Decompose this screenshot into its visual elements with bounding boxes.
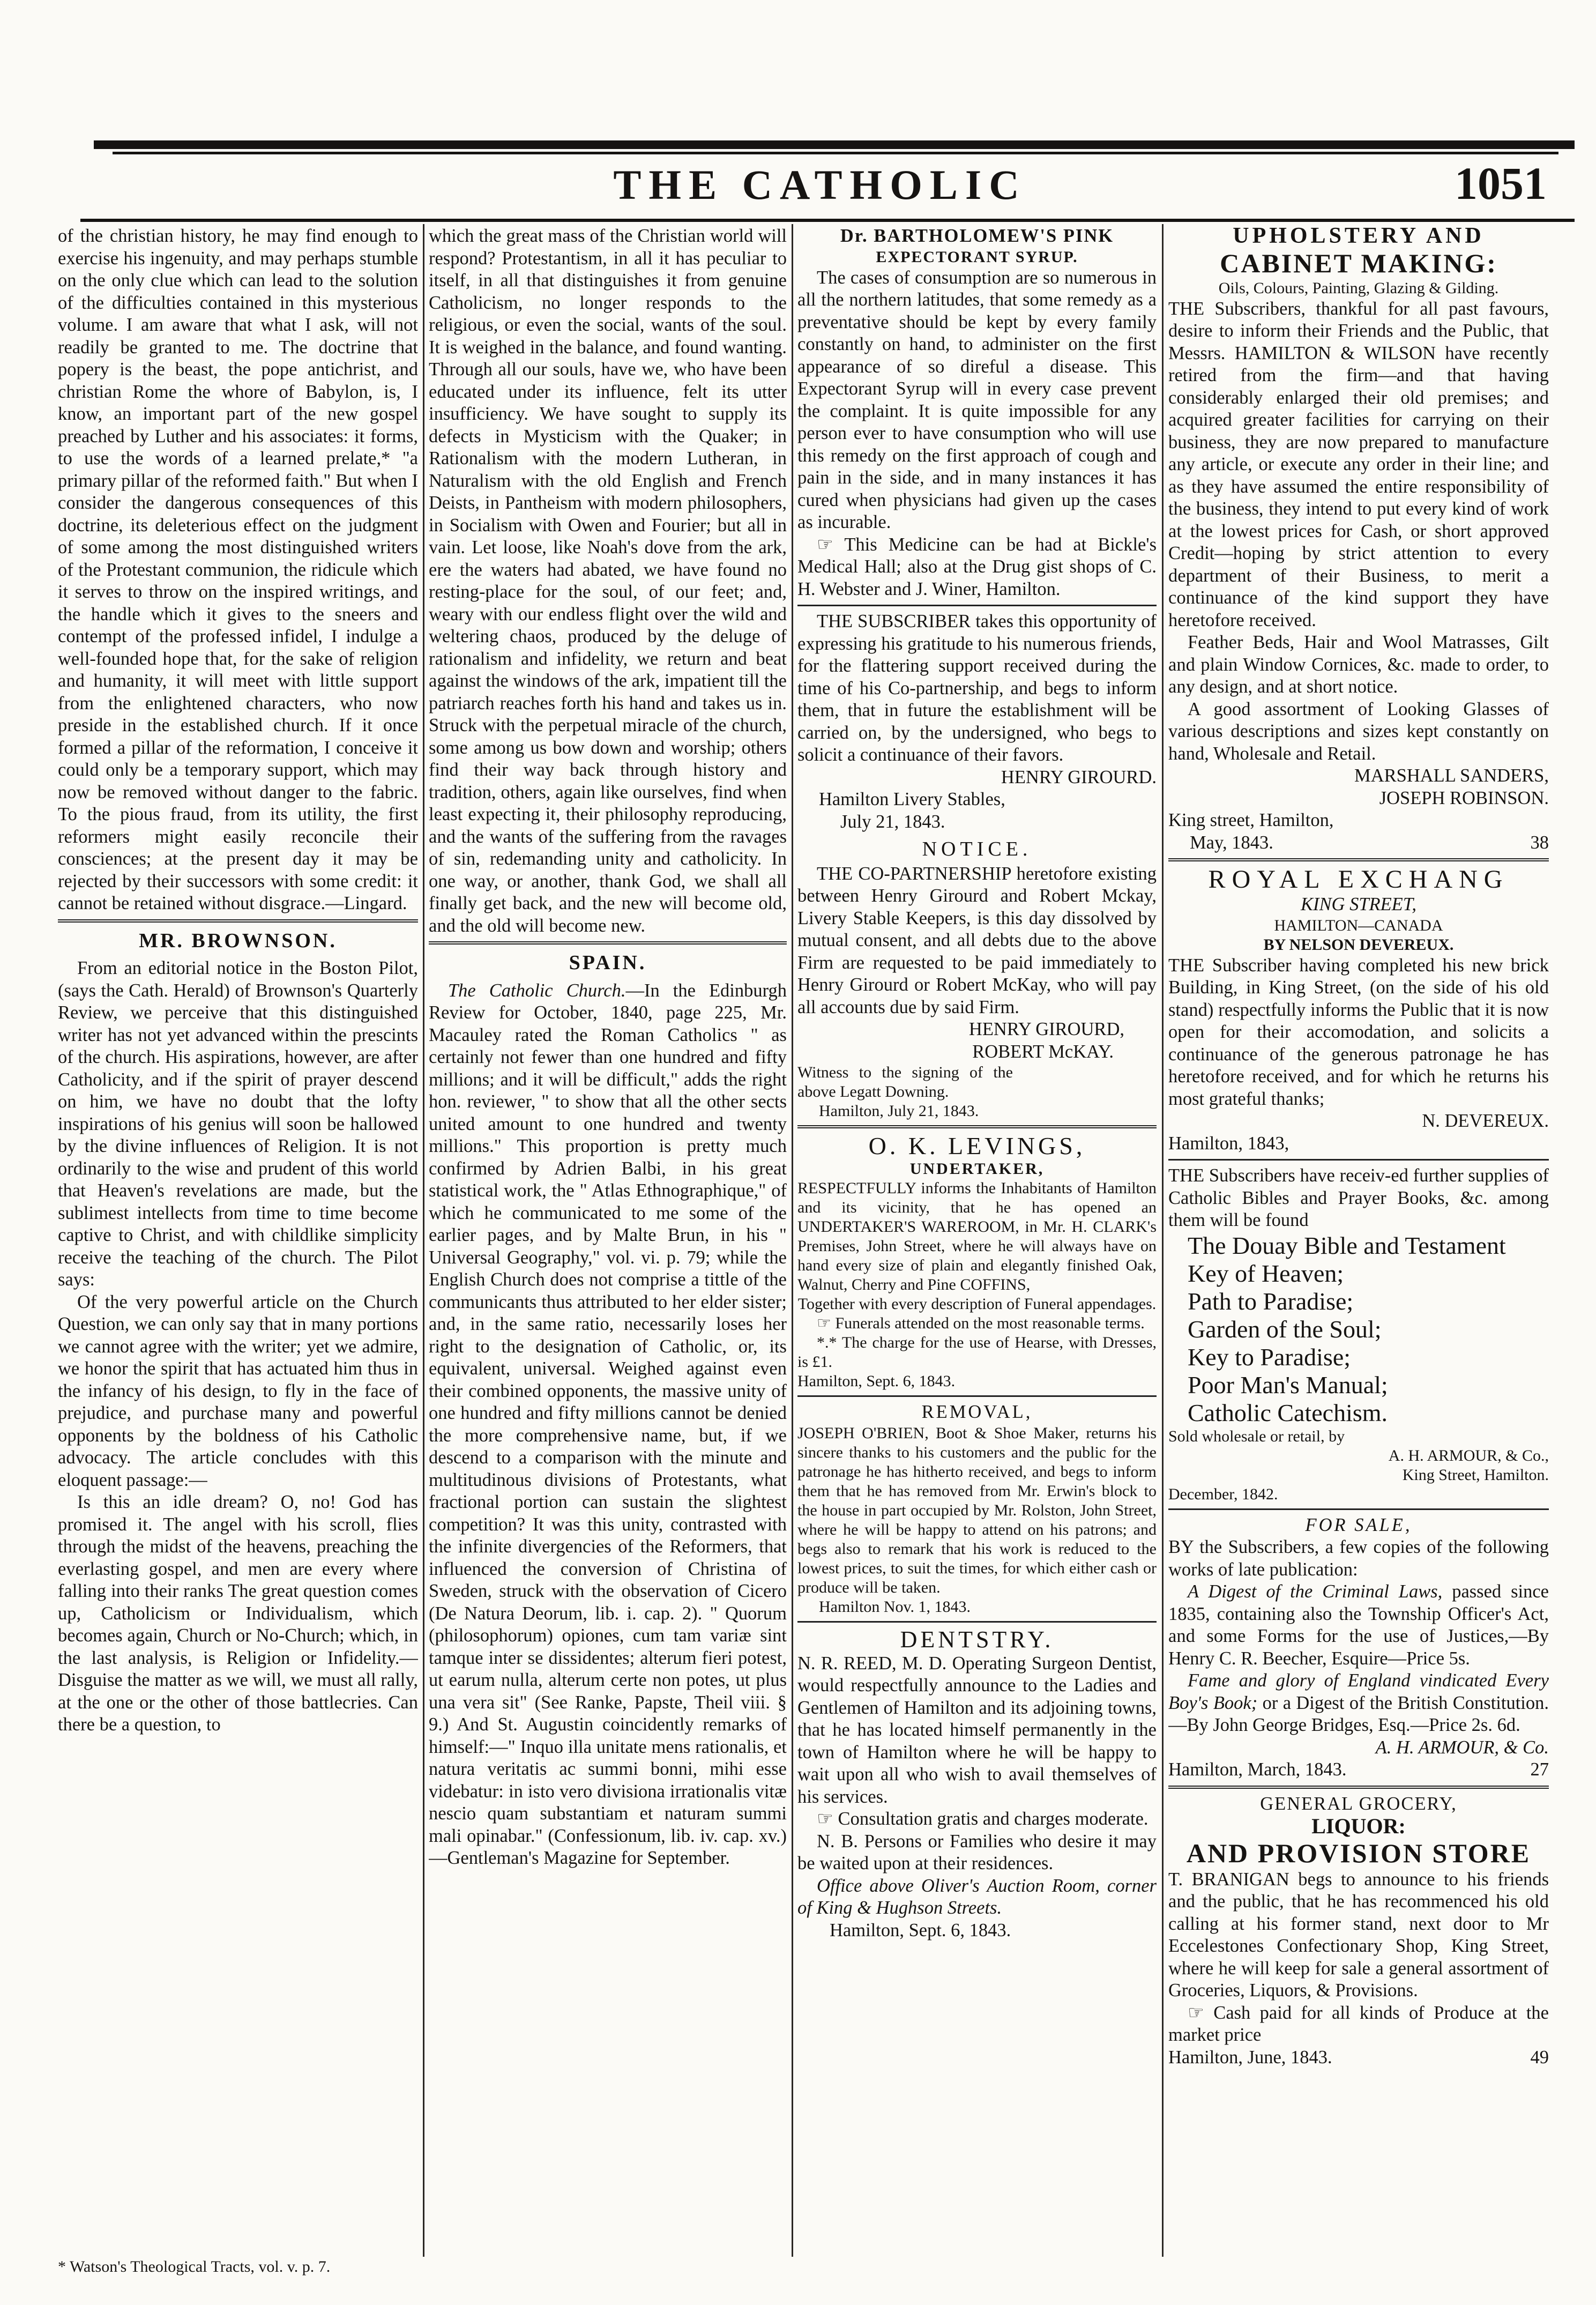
book-title: Path to Paradise;	[1188, 1287, 1354, 1315]
notice-text: THE CO-PARTNERSHIP heretofore existing between Henry Girourd and Robert Mckay, Livery Stable Keepers, is this day dissolved by mutual consent, and all debts due to the above Firm are requested to be paid immediately to Henry Girourd or Robert McKay, who will pay all accounts due by said Firm.	[797, 863, 1157, 1017]
provision-store-title: AND PROVISION STORE	[1186, 1838, 1531, 1868]
divider	[429, 941, 787, 945]
lingard-text: of the christian history, he may find enough to exercise his ingenuity, and may perhaps stumble on the only clue which can lead to the solution of the difficulties contained in this mysterious volume. I am aware that what I ask, will not readily be granted to me. The doctrine that popery is the beast, the pope antichrist, and christian Rome the whore of Babylon, is, I know, an important part of the new gospel preached by Luther and his associates: it forms, to use the words of a learned prelate,* "a primary pillar of the reformed faith." But when I consider the dangerous consequences of this doctrine, its deleterious effect on the judgment of some among the most distinguished writers of the Protestant communion, the ridicule which it serves to throw on the inspired writings, and the handle which it gives to the sneers and contempt of the professed infidel, I indulge a well-founded hope that, for the sake of religion and humanity, it will meet with little support from the enlightened characters, who now preside in the established church. If it once formed a pillar of the reformation, I conceive it could only be a temporary support, which may now be removed without danger to the fabric. To the pious fraud, from its utility, the first reformers might easily reconcile their consciences; at the present day it may be rejected by their successors with some credit: it cannot be retained without disgrace.—Lingard.	[58, 226, 418, 913]
divider	[797, 605, 1157, 606]
royal-exchange-street: KING STREET,	[1301, 894, 1416, 914]
sale-number: 27	[1530, 1759, 1549, 1780]
sale-date: Hamilton, March, 1843.	[1168, 1759, 1347, 1780]
pink-syrup-subtitle: EXPECTORANT SYRUP.	[876, 248, 1078, 266]
removal-text: JOSEPH O'BRIEN, Boot & Shoe Maker, returns his sincere thanks to his customers and the public for the patronage he has hitherto received, and begs to inform them that he has removed from Mr. Erwin's block to the house in part occupied by Mr. Rolston, John Street, where he will be happy to attend on his patrons; and begs also to remark that his work is reduced to the lowest prices, to suit the times, for which either cash or produce will be taken.	[797, 1424, 1157, 1596]
book-title: Poor Man's Manual;	[1188, 1371, 1388, 1399]
levings-appendages: Together with every description of Funeral appendages.	[797, 1295, 1157, 1313]
masthead-rule-thin	[113, 152, 1558, 154]
book-title: Key of Heaven;	[1188, 1259, 1344, 1287]
book-title: Key to Paradise;	[1188, 1343, 1351, 1371]
removal-title: REMOVAL,	[921, 1402, 1033, 1422]
upholstery-subtitle: Oils, Colours, Painting, Glazing & Gilding.	[1218, 279, 1499, 297]
sale-item-1-body: passed since 1835, containing also the Township Officer's Act, and some Forms for the use of Justices,—By Henry C. R. Beecher, Esquire—Price 5s.	[1168, 1581, 1549, 1669]
dentistry-text: N. R. REED, M. D. Operating Surgeon Dentist, would respectfully announce to the Ladies and Gentlemen of Hamilton and its adjoining towns, that he has located himself permanently in the town of Hamilton where he will be happy to wait upon all who wish to avail themselves of his services.	[797, 1653, 1157, 1807]
upholstery-place: King street, Hamilton,	[1168, 810, 1334, 830]
subscriber-date: July 21, 1843.	[840, 811, 945, 832]
royal-exchange-date: Hamilton, 1843,	[1168, 1133, 1289, 1154]
spain-lead: The Catholic Church.	[448, 980, 626, 1001]
brownson-continued: which the great mass of the Christian world will respond? Protestantism, in all it has peculiar to itself, in all that distinguishes it from genuine Catholicism, no longer responds to the religious, or even the social, wants of the soul. It is weighed in the balance, and found wanting. Through all our souls, have we, who have been educated under its influence, felt its utter insufficiency. We have sought to supply its defects in Mysticism with the Quaker; in Rationalism with the modern Lutheran, in Naturalism with the old English and French Deists, in Pantheism with modern philosophers, in Socialism with Owen and Fourier; but all in vain. Let loose, like Noah's dove from the ark, ere the waters had abated, we have found no resting-place for the soul, of our feet; and, weary with our endless flight over the wild and weltering chaos, produced by the deluge of rationalism and infidelity, we return and beat against the windows of the ark, impatient till the patriarch reaches forth his hand and takes us in. Struck with the perpetual miracle of the church, some among us bow down and worship; others find their way back through history and tradition, others, again like ourselves, find when least expecting it, their philosophy reproducing, and the wants of the suffering from the ravages of sin, redemanding unity and catholicity. In one way, or another, thank God, we shall all finally get back, and the new will become old, and the old will become new.	[429, 226, 787, 936]
column-rule	[1162, 224, 1164, 2257]
royal-exchange-title: ROYAL EXCHANG	[1208, 865, 1509, 894]
books-place: King Street, Hamilton.	[1402, 1466, 1549, 1484]
grocery-number: 49	[1530, 2047, 1549, 2068]
grocery-liquor: LIQUOR:	[1311, 1814, 1406, 1838]
divider	[1168, 1786, 1549, 1789]
royal-exchange-by: BY NELSON DEVEREUX.	[1263, 935, 1454, 954]
subscriber-place: Hamilton Livery Stables,	[819, 789, 1005, 809]
levings-title: O. K. LEVINGS,	[868, 1132, 1086, 1159]
grocery-title: GENERAL GROCERY,	[1260, 1793, 1457, 1814]
page-number: 1051	[1455, 158, 1547, 209]
pink-syrup-where: ☞ This Medicine can be had at Bickle's Medical Hall; also at the Drug gist shops of C. H. Webster and J. Winer, Hamilton.	[797, 534, 1157, 599]
divider	[1168, 1508, 1549, 1510]
column-1	[58, 225, 418, 2261]
upholstery-beds: Feather Beds, Hair and Wool Matrasses, Gilt and plain Window Cornices, &c. made to order, to any design, and at short notice.	[1168, 632, 1549, 697]
grocery-text: T. BRANIGAN begs to announce to his friends and the public, that he has recommenced his old calling at his former stand, next door to Mr Eccelestones Confectionary Shop, King Street, where he will keep for sale a general assortment of Groceries, Liquors, & Provisions.	[1168, 1869, 1549, 2001]
column-rule	[423, 224, 424, 2257]
witness: Witness to the signing of the above Legatt Downing.	[797, 1064, 1013, 1101]
dentistry-consultation: ☞ Consultation gratis and charges moderate.	[817, 1809, 1148, 1829]
sale-item-2-title: Fame and glory of England vindicated Every Boy's Book;	[1168, 1670, 1549, 1713]
upholstery-name-1: MARSHALL SANDERS,	[1354, 765, 1549, 786]
royal-exchange-city: HAMILTON—CANADA	[1274, 916, 1443, 934]
levings-funerals: ☞ Funerals attended on the most reasonable terms.	[817, 1314, 1145, 1332]
levings-hearse: *.* The charge for the use of Hearse, with Dresses, is £1.	[797, 1334, 1157, 1371]
notice-date: Hamilton, July 21, 1843.	[819, 1102, 979, 1120]
levings-date: Hamilton, Sept. 6, 1843.	[797, 1372, 956, 1390]
notice-name-2: ROBERT McKAY.	[972, 1041, 1114, 1062]
removal-date: Hamilton Nov. 1, 1843.	[819, 1597, 971, 1616]
divider	[58, 919, 418, 923]
grocery-dateline	[1168, 2047, 1549, 2069]
masthead-rule-thick	[94, 140, 1575, 149]
column-3	[797, 225, 1157, 2261]
footnote: * Watson's Theological Tracts, vol. v. p. 7.	[58, 2258, 331, 2276]
brownson-intro: From an editorial notice in the Boston Pilot, (says the Cath. Herald) of Brownson's Quarterly Review, we perceive that this distinguished writer has not yet advanced within the prescints of the church. His aspirations, however, are after Catholicity, and if the spirit of prayer descend on him, we have no doubt that the lofty inspirations of his genius will soon be hallowed by the divine influences of Religion. It is not ordinarily to the wise and prudent of this world that Heaven's revelations are made, but the sublimest intellects from time to time become captive to Christ, and with childlike simplicity receive the teaching of the church. The Pilot says:	[58, 958, 418, 1290]
books-name: A. H. ARMOUR, & Co.,	[1388, 1446, 1549, 1464]
upholstery-name-2: JOSEPH ROBINSON.	[1379, 787, 1549, 808]
sale-name: A. H. ARMOUR, & Co.	[1375, 1737, 1549, 1758]
upholstery-number: 38	[1530, 832, 1549, 853]
dentistry-office: Office above Oliver's Auction Room, corner of King & Hughson Streets.	[797, 1875, 1157, 1918]
dentistry-title: DENTSTRY.	[900, 1626, 1054, 1653]
divider	[1168, 858, 1549, 861]
levings-subtitle: UNDERTAKER,	[909, 1160, 1045, 1178]
header-rule	[80, 219, 1575, 222]
sale-dateline	[1168, 1759, 1549, 1781]
divider	[797, 1125, 1157, 1128]
spain-body: —In the Edinburgh Review for October, 1840, page 225, Mr. Macauley rated the Roman Catholics " as certainly not fewer than one hundred and fifty millions; and it will be difficult," adds the right hon. reviewer, " to show that all the other sects united amount to one hundred and twenty millions." This proportion is pretty much confirmed by Adrien Balbi, in his great statistical work, the " Atlas Ethnographique," of which he communicated to me some of the earlier pages, and by Malte Brun, in his " Universal Geography," vol. vi. p. 79; while the English Church does not comprise a tittle of the communicants thus attributed to her elder sister; and, in the same ratio, necessarily loses her right to the designation of Catholic, or, its equivalent, universal. Weighed against even their combined opponents, the massive unity of one hundred and fifty millions cannot be denied the more comprehensive name, but, if we descend to a comparison with the minute and multitudinous divisions of Protestants, what fractional portion can sustain the slightest competition? It was this unity, contrasted with the infinite divergencies of the Reformers, that influenced the conversion of Christina of Sweden, struck with the observation of Cicero (De Natura Deorum, lib. i. cap. 2). " Quorum (philosophorum) opiones, cum tam variæ sint tamque inter se dissidentes; alterum fieri potest, ut earum nulla, alterum certe non potes, ut plus una vera sit" (See Ranke, Papste, Theil viii. § 9.) And St. Augustin coincidently remarks of himself:—" Inquo illa unitate mens rationalis, et natura veritatis ac summi bonni, mihi esse videbatur: in isto vero divisiona irrationalis vitæ nescio quam substantiam et naturam summi mali opinabar." (Confessionum, lib. iv. cap. xv.)—Gentleman's Magazine for September.	[429, 980, 787, 1868]
books-date: December, 1842.	[1168, 1485, 1278, 1503]
column-2	[429, 225, 787, 2261]
spain-article	[429, 980, 787, 1870]
dentistry-families: N. B. Persons or Families who desire it may be waited upon at their residences.	[797, 1831, 1157, 1873]
sale-item-2	[1168, 1670, 1549, 1737]
sale-title: FOR SALE,	[1305, 1514, 1412, 1535]
notice-title: NOTICE.	[922, 838, 1032, 860]
column-4	[1168, 225, 1549, 2261]
column-rule	[792, 224, 793, 2257]
subscriber-name: HENRY GIROURD.	[1001, 767, 1157, 787]
spain-heading: SPAIN.	[569, 951, 647, 974]
upholstery-title: UPHOLSTERY AND	[1233, 225, 1485, 248]
upholstery-date: May, 1843.	[1190, 832, 1273, 853]
sale-item-2-body: or a Digest of the British Constitution.—By John George Bridges, Esq.—Price 2s. 6d.	[1168, 1692, 1549, 1735]
books-sold: Sold wholesale or retail, by	[1168, 1427, 1345, 1445]
cabinet-making-title: CABINET MAKING:	[1220, 248, 1497, 278]
upholstery-glasses: A good assortment of Looking Glasses of various descriptions and sizes kept constantly on hand, Wholesale and Retail.	[1168, 698, 1549, 764]
upholstery-dateline	[1168, 832, 1549, 854]
notice-name-1: HENRY GIROURD,	[968, 1019, 1124, 1039]
sale-item-1-title: A Digest of the Criminal Laws,	[1188, 1581, 1443, 1602]
sale-text: BY the Subscribers, a few copies of the following works of late publication:	[1168, 1537, 1549, 1580]
dentistry-date: Hamilton, Sept. 6, 1843.	[830, 1920, 1011, 1940]
book-title: Garden of the Soul;	[1188, 1315, 1382, 1343]
book-title: The Douay Bible and Testament	[1188, 1231, 1506, 1259]
upholstery-text: THE Subscribers, thankful for all past favours, desire to inform their Friends and the Public, that Messrs. HAMILTON & WILSON have recently retired from the firm—and that having considerably enlarged their old premises; and acquired greater facilities for carrying on their business, they are now prepared to manufacture any article, or execute any order in their line; and as they have assumed the entire responsibility of the business, they intend to put every kind of work at the lowest prices for Cash, or short approved Credit—hoping by strict attention to every department of their Business, to merit a continuance of the kind support they have heretofore received.	[1168, 298, 1549, 630]
subscriber-text: THE SUBSCRIBER takes this opportunity of expressing his gratitude to his numerous friends, for the flattering support received during the time of his Co-partnership, and begs to inform them, that in future the establishment will be carried on, by the undersigned, who begs to solicit a continuance of their favors.	[797, 611, 1157, 765]
levings-text: RESPECTFULLY informs the Inhabitants of Hamilton and its vicinity, that he has opened an UNDERTAKER'S WAREROOM, in Mr. H. CLARK's Premises, John Street, where he will always have on hand every size of plain and elegantly finished Oak, Walnut, Cherry and Pine COFFINS,	[797, 1179, 1157, 1293]
brownson-heading: MR. BROWNSON.	[139, 929, 337, 952]
sale-item-1	[1168, 1581, 1549, 1670]
brownson-pilot: Of the very powerful article on the Church Question, we can only say that in many portions we cannot agree with the writer; yet we admire, we honor the spirit that has actuated him thus in the infancy of his design, to fly in the face of prejudice, and purchase many and powerful opponents by the boldness of his Catholic advocacy. The article concludes with this eloquent passage:—	[58, 1291, 418, 1490]
masthead-title: THE CATHOLIC	[613, 161, 1027, 208]
divider	[797, 1621, 1157, 1623]
book-title: Catholic Catechism.	[1188, 1399, 1388, 1426]
brownson-passage: Is this an idle dream? O, no! God has promised it. The angel with his scroll, flies through the midst of the heavens, preaching the everlasting gospel, and men are every where falling into their ranks The great question comes up, Catholicism or Individualism, which becomes again, Church or No-Church; which, in the last analysis, is Religion or Infidelity.—Disguise the matter as we will, we must all rally, at the one or the other of those battlecries. Can there be a question, to	[58, 1492, 418, 1735]
royal-exchange-name: N. DEVEREUX.	[1422, 1111, 1549, 1131]
grocery-cash: ☞ Cash paid for all kinds of Produce at the market price	[1168, 2002, 1549, 2045]
grocery-date: Hamilton, June, 1843.	[1168, 2047, 1332, 2068]
pink-syrup-title: Dr. BARTHOLOMEW'S PINK	[840, 226, 1114, 246]
divider	[1168, 1159, 1549, 1161]
books-text: THE Subscribers have receiv-ed further supplies of Catholic Bibles and Prayer Books, &c. among them will be found	[1168, 1165, 1549, 1230]
divider	[797, 1395, 1157, 1397]
royal-exchange-text: THE Subscriber having completed his new brick Building, in King Street, (on the side of his old stand) respectfully informs the Public that it is now open for their accomodation, and solicits a continuance of the generous patronage he has heretofore received, and for which he returns his most grateful thanks;	[1168, 955, 1549, 1109]
pink-syrup-text: The cases of consumption are so numerous in all the northern latitudes, that some remedy as a preventative should be kept by every family constantly on hand, to administer on the first appearance of so direful a disease. This Expectorant Syrup will in every case prevent the complaint. It is quite impossible for any person ever to have consumption who will use this remedy on the first approach of cough and pain in the side, and in many instances it has cured when physicians had given up the cases as incurable.	[797, 267, 1157, 532]
